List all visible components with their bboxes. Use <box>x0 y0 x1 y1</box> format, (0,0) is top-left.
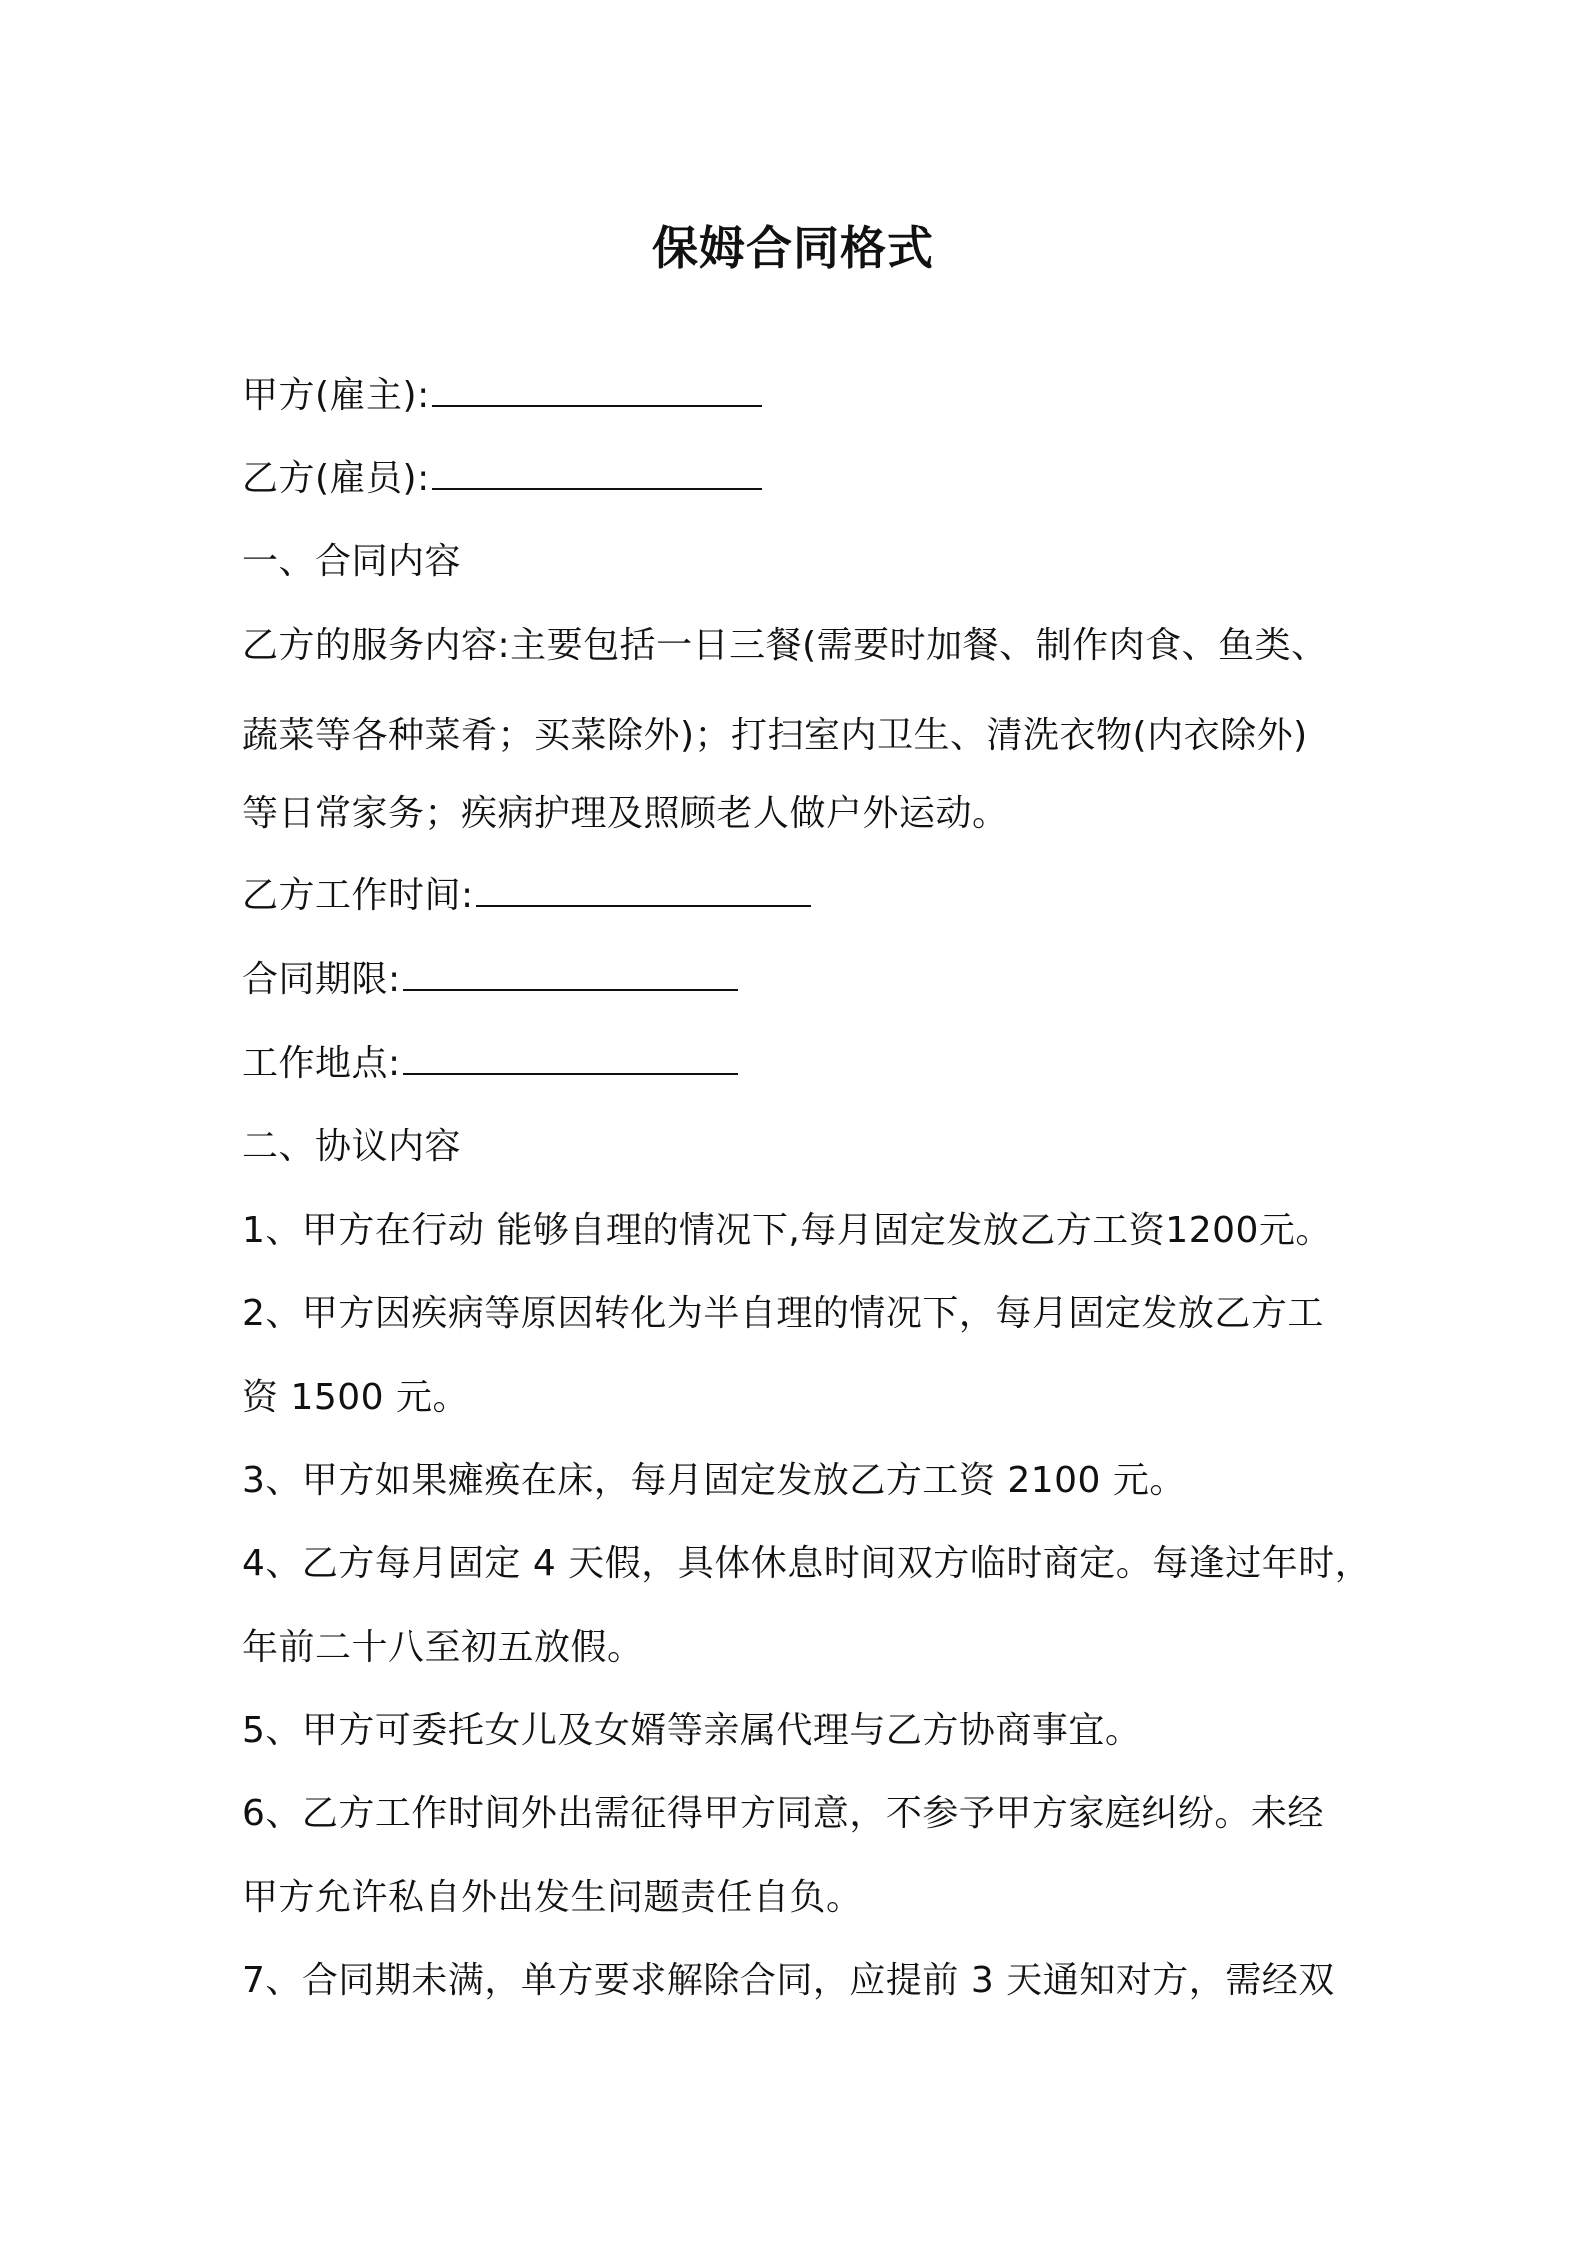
location-blank[interactable] <box>403 1043 738 1075</box>
clause-4-line-1: 4、乙方每月固定 4 天假，具体休息时间双方临时商定。每逢过年时， <box>242 1543 1372 1584</box>
term-blank[interactable] <box>403 959 738 991</box>
clause-3: 3、甲方如果瘫痪在床，每月固定发放乙方工资 2100 元。 <box>242 1460 1186 1501</box>
service-line-2: 蔬菜等各种菜肴；买菜除外)；打扫室内卫生、清洗衣物(内衣除外) <box>242 715 1308 756</box>
party-a-line <box>242 372 762 420</box>
clause-6-line-1: 6、乙方工作时间外出需征得甲方同意，不参予甲方家庭纠纷。未经 <box>242 1793 1324 1834</box>
term-line <box>242 956 738 1004</box>
clause-4-line-2: 年前二十八至初五放假。 <box>242 1627 644 1668</box>
work-time-blank[interactable] <box>476 875 811 907</box>
work-time-line <box>242 872 811 920</box>
clause-7-line-1: 7、合同期未满，单方要求解除合同，应提前 3 天通知对方，需经双 <box>242 1960 1335 2001</box>
term-label: 合同期限: <box>242 959 401 1000</box>
work-time-label: 乙方工作时间: <box>242 875 474 916</box>
party-a-blank[interactable] <box>432 375 762 407</box>
service-line-3: 等日常家务；疾病护理及照顾老人做户外运动。 <box>242 793 1009 834</box>
section2-heading: 二、协议内容 <box>242 1126 462 1167</box>
clause-6-line-2: 甲方允许私自外出发生问题责任自负。 <box>242 1877 863 1918</box>
section1-heading: 一、合同内容 <box>242 541 462 582</box>
service-line-1: 乙方的服务内容:主要包括一日三餐(需要时加餐、制作肉食、鱼类、 <box>242 625 1328 666</box>
clause-1: 1、甲方在行动 能够自理的情况下,每月固定发放乙方工资1200元。 <box>242 1210 1332 1251</box>
clause-5: 5、甲方可委托女儿及女婿等亲属代理与乙方协商事宜。 <box>242 1710 1142 1751</box>
party-b-blank[interactable] <box>432 458 762 490</box>
party-b-line <box>242 455 762 503</box>
location-line <box>242 1040 738 1088</box>
party-b-label: 乙方(雇员): <box>242 458 430 499</box>
location-label: 工作地点: <box>242 1043 401 1084</box>
clause-2-line-1: 2、甲方因疾病等原因转化为半自理的情况下，每月固定发放乙方工 <box>242 1293 1324 1334</box>
document-title: 保姆合同格式 <box>652 221 934 275</box>
clause-2-line-2: 资 1500 元。 <box>242 1377 470 1418</box>
party-a-label: 甲方(雇主): <box>242 375 430 416</box>
